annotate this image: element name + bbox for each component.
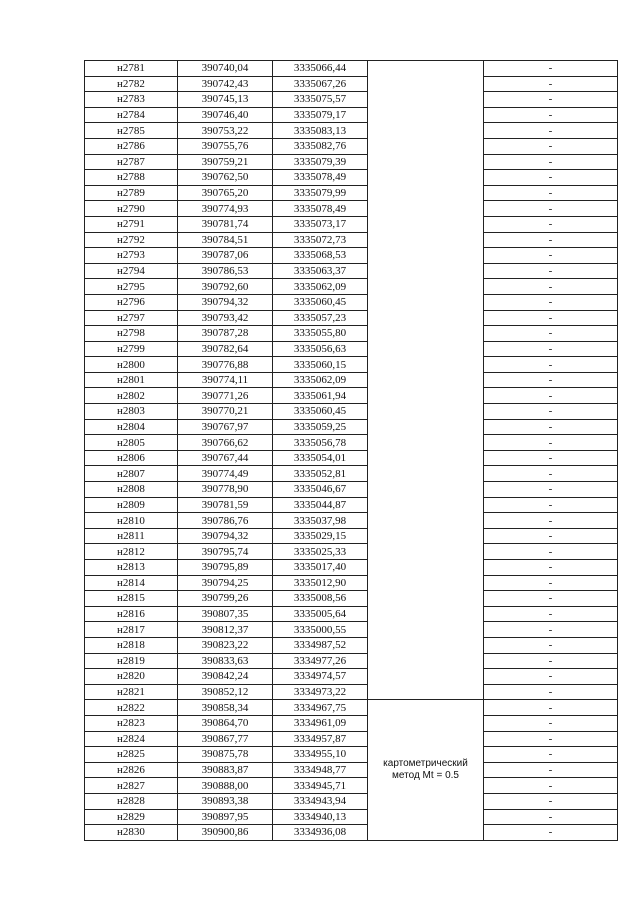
accuracy-cell: - [484, 513, 618, 529]
accuracy-cell: - [484, 404, 618, 420]
accuracy-cell: - [484, 294, 618, 310]
accuracy-cell: - [484, 575, 618, 591]
accuracy-cell: - [484, 388, 618, 404]
table-row [85, 575, 618, 591]
x-coordinate-cell: 390833,63 [178, 653, 273, 669]
accuracy-cell: - [484, 341, 618, 357]
point-name-cell: н2786 [85, 138, 178, 154]
point-name-cell: н2811 [85, 528, 178, 544]
accuracy-cell: - [484, 263, 618, 279]
accuracy-cell: - [484, 326, 618, 342]
table-row [85, 216, 618, 232]
x-coordinate-cell: 390795,74 [178, 544, 273, 560]
x-coordinate-cell: 390759,21 [178, 154, 273, 170]
point-name-cell: н2804 [85, 419, 178, 435]
x-coordinate-cell: 390745,13 [178, 92, 273, 108]
point-name-cell: н2824 [85, 731, 178, 747]
table-row [85, 357, 618, 373]
point-name-cell: н2819 [85, 653, 178, 669]
method-cell [368, 700, 484, 840]
y-coordinate-cell: 3335079,39 [273, 154, 368, 170]
point-name-cell: н2781 [85, 61, 178, 77]
accuracy-cell: - [484, 793, 618, 809]
table-row [85, 232, 618, 248]
point-name-cell: н2829 [85, 809, 178, 825]
table-row [85, 326, 618, 342]
table-row [85, 404, 618, 420]
table-row [85, 310, 618, 326]
y-coordinate-cell: 3335054,01 [273, 450, 368, 466]
accuracy-cell: - [484, 201, 618, 217]
accuracy-cell: - [484, 622, 618, 638]
accuracy-cell: - [484, 560, 618, 576]
accuracy-cell: - [484, 482, 618, 498]
x-coordinate-cell: 390812,37 [178, 622, 273, 638]
table-row [85, 482, 618, 498]
x-coordinate-cell: 390740,04 [178, 61, 273, 77]
x-coordinate-cell: 390795,89 [178, 560, 273, 576]
accuracy-cell: - [484, 762, 618, 778]
x-coordinate-cell: 390774,11 [178, 372, 273, 388]
y-coordinate-cell: 3335079,99 [273, 185, 368, 201]
point-name-cell: н2821 [85, 684, 178, 700]
table-row [85, 669, 618, 685]
table-row [85, 138, 618, 154]
point-name-cell: н2789 [85, 185, 178, 201]
y-coordinate-cell: 3335046,67 [273, 482, 368, 498]
table-row [85, 263, 618, 279]
point-name-cell: н2810 [85, 513, 178, 529]
y-coordinate-cell: 3335079,17 [273, 107, 368, 123]
point-name-cell: н2809 [85, 497, 178, 513]
method-cell [368, 61, 484, 700]
x-coordinate-cell: 390770,21 [178, 404, 273, 420]
x-coordinate-cell: 390771,26 [178, 388, 273, 404]
accuracy-cell: - [484, 606, 618, 622]
x-coordinate-cell: 390786,76 [178, 513, 273, 529]
accuracy-cell: - [484, 61, 618, 77]
table-row [85, 809, 618, 825]
x-coordinate-cell: 390883,87 [178, 762, 273, 778]
table-row [85, 591, 618, 607]
x-coordinate-cell: 390762,50 [178, 170, 273, 186]
y-coordinate-cell: 3335012,90 [273, 575, 368, 591]
table-row [85, 731, 618, 747]
point-name-cell: н2787 [85, 154, 178, 170]
point-name-cell: н2792 [85, 232, 178, 248]
table-row [85, 606, 618, 622]
x-coordinate-cell: 390781,74 [178, 216, 273, 232]
x-coordinate-cell: 390782,64 [178, 341, 273, 357]
table-row [85, 419, 618, 435]
table-row [85, 248, 618, 264]
x-coordinate-cell: 390807,35 [178, 606, 273, 622]
y-coordinate-cell: 3335059,25 [273, 419, 368, 435]
point-name-cell: н2784 [85, 107, 178, 123]
accuracy-cell: - [484, 591, 618, 607]
y-coordinate-cell: 3335068,53 [273, 248, 368, 264]
table-row [85, 450, 618, 466]
table-row [85, 528, 618, 544]
accuracy-cell: - [484, 669, 618, 685]
x-coordinate-cell: 390794,32 [178, 528, 273, 544]
table-row [85, 684, 618, 700]
accuracy-cell: - [484, 715, 618, 731]
point-name-cell: н2812 [85, 544, 178, 560]
y-coordinate-cell: 3335078,49 [273, 201, 368, 217]
point-name-cell: н2828 [85, 793, 178, 809]
y-coordinate-cell: 3334973,22 [273, 684, 368, 700]
table-row [85, 123, 618, 139]
point-name-cell: н2798 [85, 326, 178, 342]
table-row [85, 201, 618, 217]
accuracy-cell: - [484, 138, 618, 154]
point-name-cell: н2795 [85, 279, 178, 295]
table-row [85, 700, 618, 716]
accuracy-cell: - [484, 700, 618, 716]
x-coordinate-cell: 390875,78 [178, 747, 273, 763]
x-coordinate-cell: 390765,20 [178, 185, 273, 201]
y-coordinate-cell: 3335025,33 [273, 544, 368, 560]
y-coordinate-cell: 3335062,09 [273, 279, 368, 295]
table-row [85, 107, 618, 123]
table-row [85, 372, 618, 388]
y-coordinate-cell: 3335008,56 [273, 591, 368, 607]
x-coordinate-cell: 390799,26 [178, 591, 273, 607]
y-coordinate-cell: 3334957,87 [273, 731, 368, 747]
y-coordinate-cell: 3335056,78 [273, 435, 368, 451]
x-coordinate-cell: 390746,40 [178, 107, 273, 123]
accuracy-cell: - [484, 809, 618, 825]
table-row [85, 185, 618, 201]
table-row [85, 341, 618, 357]
y-coordinate-cell: 3334974,57 [273, 669, 368, 685]
accuracy-cell: - [484, 372, 618, 388]
x-coordinate-cell: 390781,59 [178, 497, 273, 513]
accuracy-cell: - [484, 747, 618, 763]
x-coordinate-cell: 390742,43 [178, 76, 273, 92]
accuracy-cell: - [484, 107, 618, 123]
y-coordinate-cell: 3335083,13 [273, 123, 368, 139]
point-name-cell: н2796 [85, 294, 178, 310]
point-name-cell: н2814 [85, 575, 178, 591]
x-coordinate-cell: 390774,93 [178, 201, 273, 217]
y-coordinate-cell: 3335057,23 [273, 310, 368, 326]
table-row [85, 170, 618, 186]
table-row [85, 715, 618, 731]
table-row [85, 279, 618, 295]
accuracy-cell: - [484, 357, 618, 373]
point-name-cell: н2782 [85, 76, 178, 92]
point-name-cell: н2820 [85, 669, 178, 685]
y-coordinate-cell: 3335052,81 [273, 466, 368, 482]
x-coordinate-cell: 390792,60 [178, 279, 273, 295]
x-coordinate-cell: 390767,97 [178, 419, 273, 435]
coordinates-table [84, 60, 618, 841]
y-coordinate-cell: 3335072,73 [273, 232, 368, 248]
x-coordinate-cell: 390897,95 [178, 809, 273, 825]
table-row [85, 294, 618, 310]
point-name-cell: н2791 [85, 216, 178, 232]
x-coordinate-cell: 390858,34 [178, 700, 273, 716]
y-coordinate-cell: 3335075,57 [273, 92, 368, 108]
point-name-cell: н2830 [85, 825, 178, 841]
table-row [85, 560, 618, 576]
x-coordinate-cell: 390900,86 [178, 825, 273, 841]
y-coordinate-cell: 3334940,13 [273, 809, 368, 825]
accuracy-cell: - [484, 684, 618, 700]
table-row [85, 637, 618, 653]
y-coordinate-cell: 3335063,37 [273, 263, 368, 279]
y-coordinate-cell: 3335060,45 [273, 404, 368, 420]
accuracy-cell: - [484, 653, 618, 669]
point-name-cell: н2790 [85, 201, 178, 217]
point-name-cell: н2800 [85, 357, 178, 373]
point-name-cell: н2785 [85, 123, 178, 139]
table-row [85, 388, 618, 404]
x-coordinate-cell: 390767,44 [178, 450, 273, 466]
table-row [85, 622, 618, 638]
accuracy-cell: - [484, 92, 618, 108]
accuracy-cell: - [484, 778, 618, 794]
accuracy-cell: - [484, 76, 618, 92]
y-coordinate-cell: 3335066,44 [273, 61, 368, 77]
accuracy-cell: - [484, 435, 618, 451]
table-row [85, 793, 618, 809]
y-coordinate-cell: 3335067,26 [273, 76, 368, 92]
table-row [85, 497, 618, 513]
point-name-cell: н2817 [85, 622, 178, 638]
point-name-cell: н2805 [85, 435, 178, 451]
x-coordinate-cell: 390852,12 [178, 684, 273, 700]
method-label: картометрический метод Mt = 0.5 [383, 758, 468, 782]
y-coordinate-cell: 3334945,71 [273, 778, 368, 794]
y-coordinate-cell: 3335029,15 [273, 528, 368, 544]
accuracy-cell: - [484, 466, 618, 482]
y-coordinate-cell: 3335060,45 [273, 294, 368, 310]
table-row [85, 154, 618, 170]
point-name-cell: н2802 [85, 388, 178, 404]
y-coordinate-cell: 3334967,75 [273, 700, 368, 716]
coordinates-table-body [85, 61, 618, 841]
x-coordinate-cell: 390786,53 [178, 263, 273, 279]
accuracy-cell: - [484, 450, 618, 466]
y-coordinate-cell: 3335060,15 [273, 357, 368, 373]
table-row [85, 92, 618, 108]
y-coordinate-cell: 3334955,10 [273, 747, 368, 763]
accuracy-cell: - [484, 216, 618, 232]
y-coordinate-cell: 3335044,87 [273, 497, 368, 513]
accuracy-cell: - [484, 279, 618, 295]
x-coordinate-cell: 390794,25 [178, 575, 273, 591]
point-name-cell: н2823 [85, 715, 178, 731]
accuracy-cell: - [484, 232, 618, 248]
x-coordinate-cell: 390888,00 [178, 778, 273, 794]
accuracy-cell: - [484, 637, 618, 653]
point-name-cell: н2822 [85, 700, 178, 716]
x-coordinate-cell: 390867,77 [178, 731, 273, 747]
table-row [85, 76, 618, 92]
point-name-cell: н2799 [85, 341, 178, 357]
accuracy-cell: - [484, 419, 618, 435]
x-coordinate-cell: 390787,28 [178, 326, 273, 342]
x-coordinate-cell: 390794,32 [178, 294, 273, 310]
accuracy-cell: - [484, 825, 618, 841]
x-coordinate-cell: 390784,51 [178, 232, 273, 248]
x-coordinate-cell: 390753,22 [178, 123, 273, 139]
y-coordinate-cell: 3335005,64 [273, 606, 368, 622]
y-coordinate-cell: 3335017,40 [273, 560, 368, 576]
table-row [85, 825, 618, 841]
point-name-cell: н2803 [85, 404, 178, 420]
accuracy-cell: - [484, 310, 618, 326]
accuracy-cell: - [484, 731, 618, 747]
x-coordinate-cell: 390766,62 [178, 435, 273, 451]
point-name-cell: н2793 [85, 248, 178, 264]
y-coordinate-cell: 3335000,55 [273, 622, 368, 638]
point-name-cell: н2813 [85, 560, 178, 576]
x-coordinate-cell: 390893,38 [178, 793, 273, 809]
x-coordinate-cell: 390842,24 [178, 669, 273, 685]
point-name-cell: н2815 [85, 591, 178, 607]
y-coordinate-cell: 3335073,17 [273, 216, 368, 232]
point-name-cell: н2806 [85, 450, 178, 466]
point-name-cell: н2788 [85, 170, 178, 186]
accuracy-cell: - [484, 154, 618, 170]
point-name-cell: н2797 [85, 310, 178, 326]
y-coordinate-cell: 3335061,94 [273, 388, 368, 404]
accuracy-cell: - [484, 544, 618, 560]
x-coordinate-cell: 390774,49 [178, 466, 273, 482]
y-coordinate-cell: 3334943,94 [273, 793, 368, 809]
table-row [85, 513, 618, 529]
table-row [85, 61, 618, 77]
accuracy-cell: - [484, 170, 618, 186]
point-name-cell: н2827 [85, 778, 178, 794]
accuracy-cell: - [484, 497, 618, 513]
table-row [85, 435, 618, 451]
accuracy-cell: - [484, 528, 618, 544]
x-coordinate-cell: 390864,70 [178, 715, 273, 731]
accuracy-cell: - [484, 123, 618, 139]
point-name-cell: н2794 [85, 263, 178, 279]
table-row [85, 762, 618, 778]
y-coordinate-cell: 3334948,77 [273, 762, 368, 778]
point-name-cell: н2783 [85, 92, 178, 108]
y-coordinate-cell: 3335056,63 [273, 341, 368, 357]
y-coordinate-cell: 3335055,80 [273, 326, 368, 342]
table-row [85, 544, 618, 560]
y-coordinate-cell: 3334936,08 [273, 825, 368, 841]
x-coordinate-cell: 390755,76 [178, 138, 273, 154]
x-coordinate-cell: 390778,90 [178, 482, 273, 498]
table-row [85, 466, 618, 482]
point-name-cell: н2807 [85, 466, 178, 482]
point-name-cell: н2826 [85, 762, 178, 778]
table-row [85, 653, 618, 669]
accuracy-cell: - [484, 185, 618, 201]
x-coordinate-cell: 390823,22 [178, 637, 273, 653]
y-coordinate-cell: 3334987,52 [273, 637, 368, 653]
y-coordinate-cell: 3334977,26 [273, 653, 368, 669]
y-coordinate-cell: 3335037,98 [273, 513, 368, 529]
y-coordinate-cell: 3335062,09 [273, 372, 368, 388]
y-coordinate-cell: 3334961,09 [273, 715, 368, 731]
point-name-cell: н2801 [85, 372, 178, 388]
table-row [85, 747, 618, 763]
point-name-cell: н2825 [85, 747, 178, 763]
point-name-cell: н2816 [85, 606, 178, 622]
x-coordinate-cell: 390787,06 [178, 248, 273, 264]
x-coordinate-cell: 390776,88 [178, 357, 273, 373]
point-name-cell: н2818 [85, 637, 178, 653]
accuracy-cell: - [484, 248, 618, 264]
point-name-cell: н2808 [85, 482, 178, 498]
table-row [85, 778, 618, 794]
x-coordinate-cell: 390793,42 [178, 310, 273, 326]
y-coordinate-cell: 3335082,76 [273, 138, 368, 154]
y-coordinate-cell: 3335078,49 [273, 170, 368, 186]
